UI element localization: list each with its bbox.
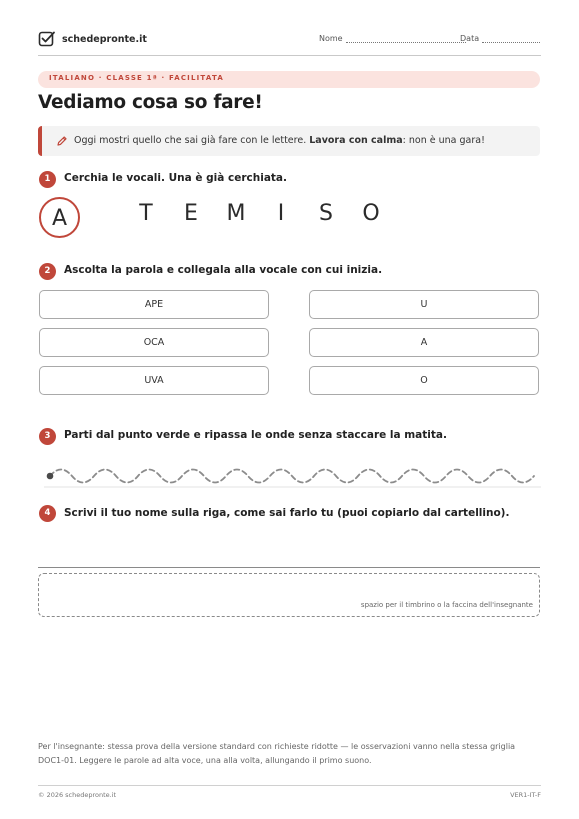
letter[interactable]: T <box>139 201 153 226</box>
match-word-box[interactable]: OCA <box>39 328 269 357</box>
name-field[interactable] <box>319 34 466 43</box>
letter-circled[interactable]: A <box>39 197 80 238</box>
footer-divider <box>38 785 541 786</box>
callout-text-after: : non è una gara! <box>402 135 485 146</box>
name-label: Nome <box>319 34 343 43</box>
stamp-box-label: spazio per il timbrino o la faccina dell'insegnante <box>360 601 533 609</box>
date-field[interactable] <box>460 34 540 43</box>
match-word-box[interactable]: APE <box>39 290 269 319</box>
footer-code: VER1-IT-F <box>510 791 541 799</box>
brand <box>38 30 147 48</box>
question-text-4: Scrivi il tuo nome sulla riga, come sai farlo tu (puoi copiarlo dal cartellino). <box>64 507 510 519</box>
intro-callout <box>38 126 540 156</box>
page-title: Vediamo cosa so fare! <box>38 92 263 113</box>
footer-copyright: © 2026 schedepronte.it <box>38 791 117 799</box>
question-number-4: 4 <box>39 505 56 522</box>
page-header <box>38 30 541 56</box>
question-number-1: 1 <box>39 171 56 188</box>
question-text-1: Cerchia le vocali. Una è già cerchiata. <box>64 172 288 184</box>
tracing-waves[interactable] <box>44 462 544 492</box>
callout-text-bold: Lavora con calma <box>309 135 403 146</box>
checkbox-icon <box>38 30 56 48</box>
match-vowel-box[interactable]: A <box>309 328 539 357</box>
question-number-2: 2 <box>39 263 56 280</box>
letter[interactable]: E <box>184 201 198 226</box>
start-dot <box>47 473 54 480</box>
name-writing-line[interactable] <box>38 567 540 568</box>
level-bar <box>38 71 540 88</box>
teacher-note: Per l'insegnante: stessa prova della versione standard con richieste ridotte — le osservazioni vanno nella stessa griglia DOC1-01. Leggere le parole ad alta voce, una alla volta, allungando il primo suono. <box>38 742 516 765</box>
date-label: Data <box>460 34 480 43</box>
teacher-stamp-box <box>38 573 540 617</box>
pencil-icon <box>56 135 68 147</box>
dashed-wave-path <box>50 470 534 483</box>
letter[interactable]: M <box>226 201 246 226</box>
match-vowel-box[interactable]: U <box>309 290 539 319</box>
question-number-3: 3 <box>39 428 56 445</box>
brand-name: schedepronte.it <box>62 33 147 45</box>
date-dotted-line[interactable] <box>482 35 540 43</box>
callout-text-before: Oggi mostri quello che sai già fare con le lettere. <box>74 135 310 146</box>
letters-row <box>39 197 380 239</box>
callout-text <box>74 135 485 146</box>
letter[interactable]: O <box>362 201 380 226</box>
match-word-box[interactable]: UVA <box>39 366 269 395</box>
question-text-2: Ascolta la parola e collegala alla vocale con cui inizia. <box>64 264 383 276</box>
letter[interactable]: I <box>277 201 285 226</box>
name-dotted-line[interactable] <box>346 35 466 43</box>
match-vowel-box[interactable]: O <box>309 366 539 395</box>
question-text-3: Parti dal punto verde e ripassa le onde senza staccare la matita. <box>64 429 447 441</box>
letter[interactable]: S <box>319 201 333 226</box>
level-label: ITALIANO · CLASSE 1ª · FACILITATA <box>49 74 224 82</box>
